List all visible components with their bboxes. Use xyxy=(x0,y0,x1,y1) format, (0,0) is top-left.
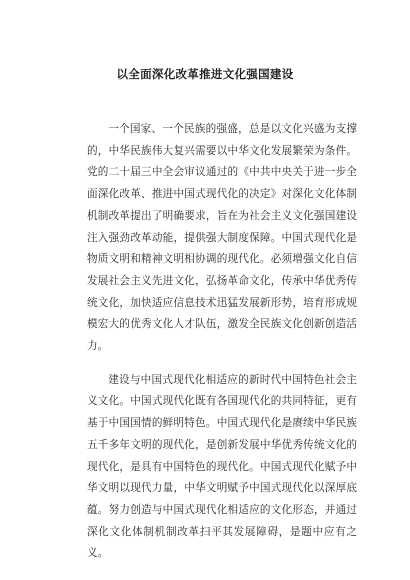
document-title: 以全面深化改革推进文化强国建设 xyxy=(116,67,294,81)
paragraph-1: 一个国家、一个民族的强盛，总是以文化兴盛为支撑的，中华民族伟大复兴需要以中华文化发展繁荣为条件。党的二十届三中全会审议通过的《中共中央关于进一步全面深化改革、推进中国式现代化的决定》对深化文化体制机制改革提出了明确要求，旨在为社会主义文化强国建设注入强劲改革动能，提供强大制度保障。中国式现代化是物质文明和精神文明相协调的现代化。必须增强文化自信发展社会主义先进文化，弘扬革命文化，传承中华优秀传统文化，加快适应信息技术迅猛发展新形势，培育形成规模宏大的优秀文化人才队伍，激发全民族文化创新创造活力。 xyxy=(87,123,357,353)
document-body xyxy=(87,119,357,565)
paragraph-2: 建设与中国式现代化相适应的新时代中国特色社会主义文化。中国式现代化既有各国现代化的共同特征，更有基于中国国情的鲜明特色。中国式现代化是赓续中华民族五千多年文明的现代化，是创新发展中华优秀传统文化的现代化，是具有中国特色的现代化。中国式现代化赋予中华文明以现代力量，中华文明赋予中国式现代化以深厚底蕴。努力创造与中国式现代化相适应的文化形态，并通过深化文化体制机制改革扫平其发展障碍，是题中应有之义。 xyxy=(87,373,357,560)
